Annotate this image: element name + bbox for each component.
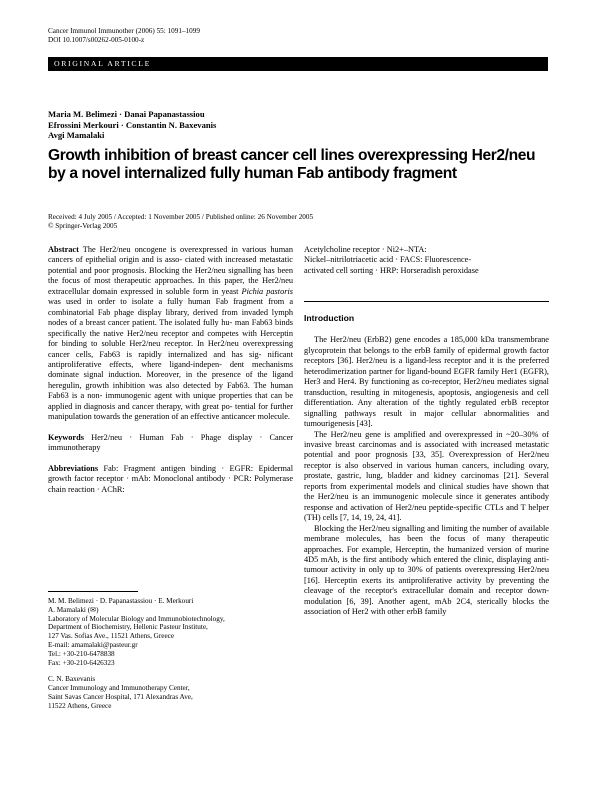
intro-paragraph: The Her2/neu gene is amplified and overexpressed in ~20–30% of invasive breast carcinomas and is associated with increased metastatic potential and poor prognosis [33, 35]. Overexpression of Her2/neu receptor is also observed in various human cancers, including ovary, prostate, gastric, lung, bladder and kidney carcinomas [21]. Several reports from experimental models and clinical studies have shown that the Her2/neu is an immunogenic molecule since it generates antibody response and activation of Her2/neu peptide-specific CTLs and T helper (TH) cells [7, 14, 19, 24, 41]. [304,429,549,523]
keywords: Keywords Her2/neu · Human Fab · Phage display · Cancer immunotherapy [48,432,294,453]
abstract-label: Abstract [48,245,79,254]
article-type-banner: ORIGINAL ARTICLE [48,57,548,71]
affiliation-line: Department of Biochemistry, Hellenic Pasteur Institute, [48,623,208,632]
abstract: Abstract The Her2/neu oncogene is overexpressed in various human cancers of epithelial origin and is asso- ciated with increased metastatic potential and poor prognosis. Blocking the Her2/neu signalling has been the focus of most therapeutic approaches. In this paper, the Her2/neu extracellular domain expressed in soluble form in yeast Pichia pastoris was used in order to isolate a fully human Fab fragment from a combinatorial Fab phage display library, derived from invaded lymph nodes of a breast cancer patient. The isolated fully hu- man Fab63 binds specifically the native Her2/neu receptor and competes with Herceptin for binding to soluble Her2/neu receptor. In Her2/neu overexpressing cancer cells, Fab63 is rapidly internalized and has sig- nificant antiproliferative effects, where ligand-indepen- dent mechanisms dominate signal induction. Moreover, in the presence of the ligand heregulin, growth inhibition was also detected by Fab63. The human Fab63 is a non- immunogenic agent with unique properties that can be applied in diagnosis and cancer therapy, with great po- tential for further manipulation towards the generation of an effective anticancer molecule. [48,245,294,422]
affiliation-line: Fax: +30-210-6426323 [48,658,115,667]
author-line: Avgi Mamalaki [48,130,105,141]
affiliation-line: A. Mamalaki (✉) [48,605,99,614]
affiliation-line: Cancer Immunology and Immunotherapy Center, [48,684,190,693]
affiliations [48,597,293,711]
introduction [304,313,549,618]
affiliation-line: 127 Vas. Sofias Ave., 11521 Athens, Greece [48,632,175,641]
author-line: Maria M. Belimezi · Danai Papanastassiou [48,109,205,119]
section-divider [304,301,549,302]
abbreviations-continued: Acetylcholine receptor · Ni2+–NTA: Nickel–nitrilotriacetic acid · FACS: Fluorescence- activated cell sorting · HRP: Horseradish peroxidase [304,245,479,275]
abbreviations: Abbreviations Fab: Fragment antigen binding · EGFR: Epidermal growth factor receptor · mAb: Monoclonal antibody · PCR: Polymerase chain reaction · AChR: [48,463,293,494]
footnote-divider [48,591,138,592]
author-line: Efrossini Merkouri · Constantin N. Baxevanis [48,119,217,130]
publication-dates [48,213,313,231]
keywords-label: Keywords [48,432,84,442]
author-list [48,109,216,141]
left-column [48,245,293,495]
affiliation-line: C. N. Baxevanis [48,675,96,684]
affiliation-line: Laboratory of Molecular Biology and Immunobiotechnology, [48,614,225,623]
copyright: © Springer-Verlag 2005 [48,222,118,230]
right-column [304,245,549,276]
article-title: Growth inhibition of breast cancer cell lines overexpressing Her2/neu by a novel internalized fully human Fab antibody fragment [48,147,536,182]
intro-paragraph: Blocking the Her2/neu signalling and limiting the number of available membrane molecules, has been the focus of many therapeutic approaches. For example, Herceptin, the humanized version of murine 4D5 mAb, is the first antibody which entered the clinic, displaying anti-tumour activity in only up to 30% of patients overexpressing Her2/neu [16]. Herceptin exerts its antiproliferative activity by preventing the cleavage of the receptor's extracellular domain and receptor down-modulation [6, 39]. Another agent, mAb 2C4, sterically blocks the association of Her2 with other erbB family [304,523,549,617]
abbreviations-label: Abbreviations [48,463,99,473]
dates-line: Received: 4 July 2005 / Accepted: 1 November 2005 / Published online: 26 November 2005 [48,213,314,221]
affiliation-line: Saint Savas Cancer Hospital, 171 Alexandras Ave, [48,692,193,701]
affiliation-line: M. M. Belimezi · D. Papanastassiou · E. Merkouri [48,597,194,605]
intro-paragraph: The Her2/neu (ErbB2) gene encodes a 185,000 kDa transmembrane glycoprotein that belongs to the erbB family of epidermal growth factor receptors [36]. Her2/neu is a ligand-less receptor and it is the preferred heterodimerization partner for ligand-bound EGFR family Her1 (EGFR), Her3 and Her4. By functioning as co-receptor, Her2/neu mediates signal transduction, resulting in mitogenesis, apoptosis, angiogenesis and cell differentiation. Any alteration of the tightly regulated erbB receptor signalling pathways result in major cellular abnormalities and tumourigenesis [43]. [304,335,549,429]
affiliation-line: 11522 Athens, Greece [48,701,112,710]
introduction-heading: Introduction [304,313,355,323]
doi: DOI 10.1007/s00262-005-0100-z [48,36,145,44]
email[interactable]: E-mail: amamalaki@pasteur.gr [48,640,138,649]
journal-citation: Cancer Immunol Immunother (2006) 55: 1091–1099 [48,27,200,35]
affiliation-line: Tel.: +30-210-6478838 [48,649,115,658]
